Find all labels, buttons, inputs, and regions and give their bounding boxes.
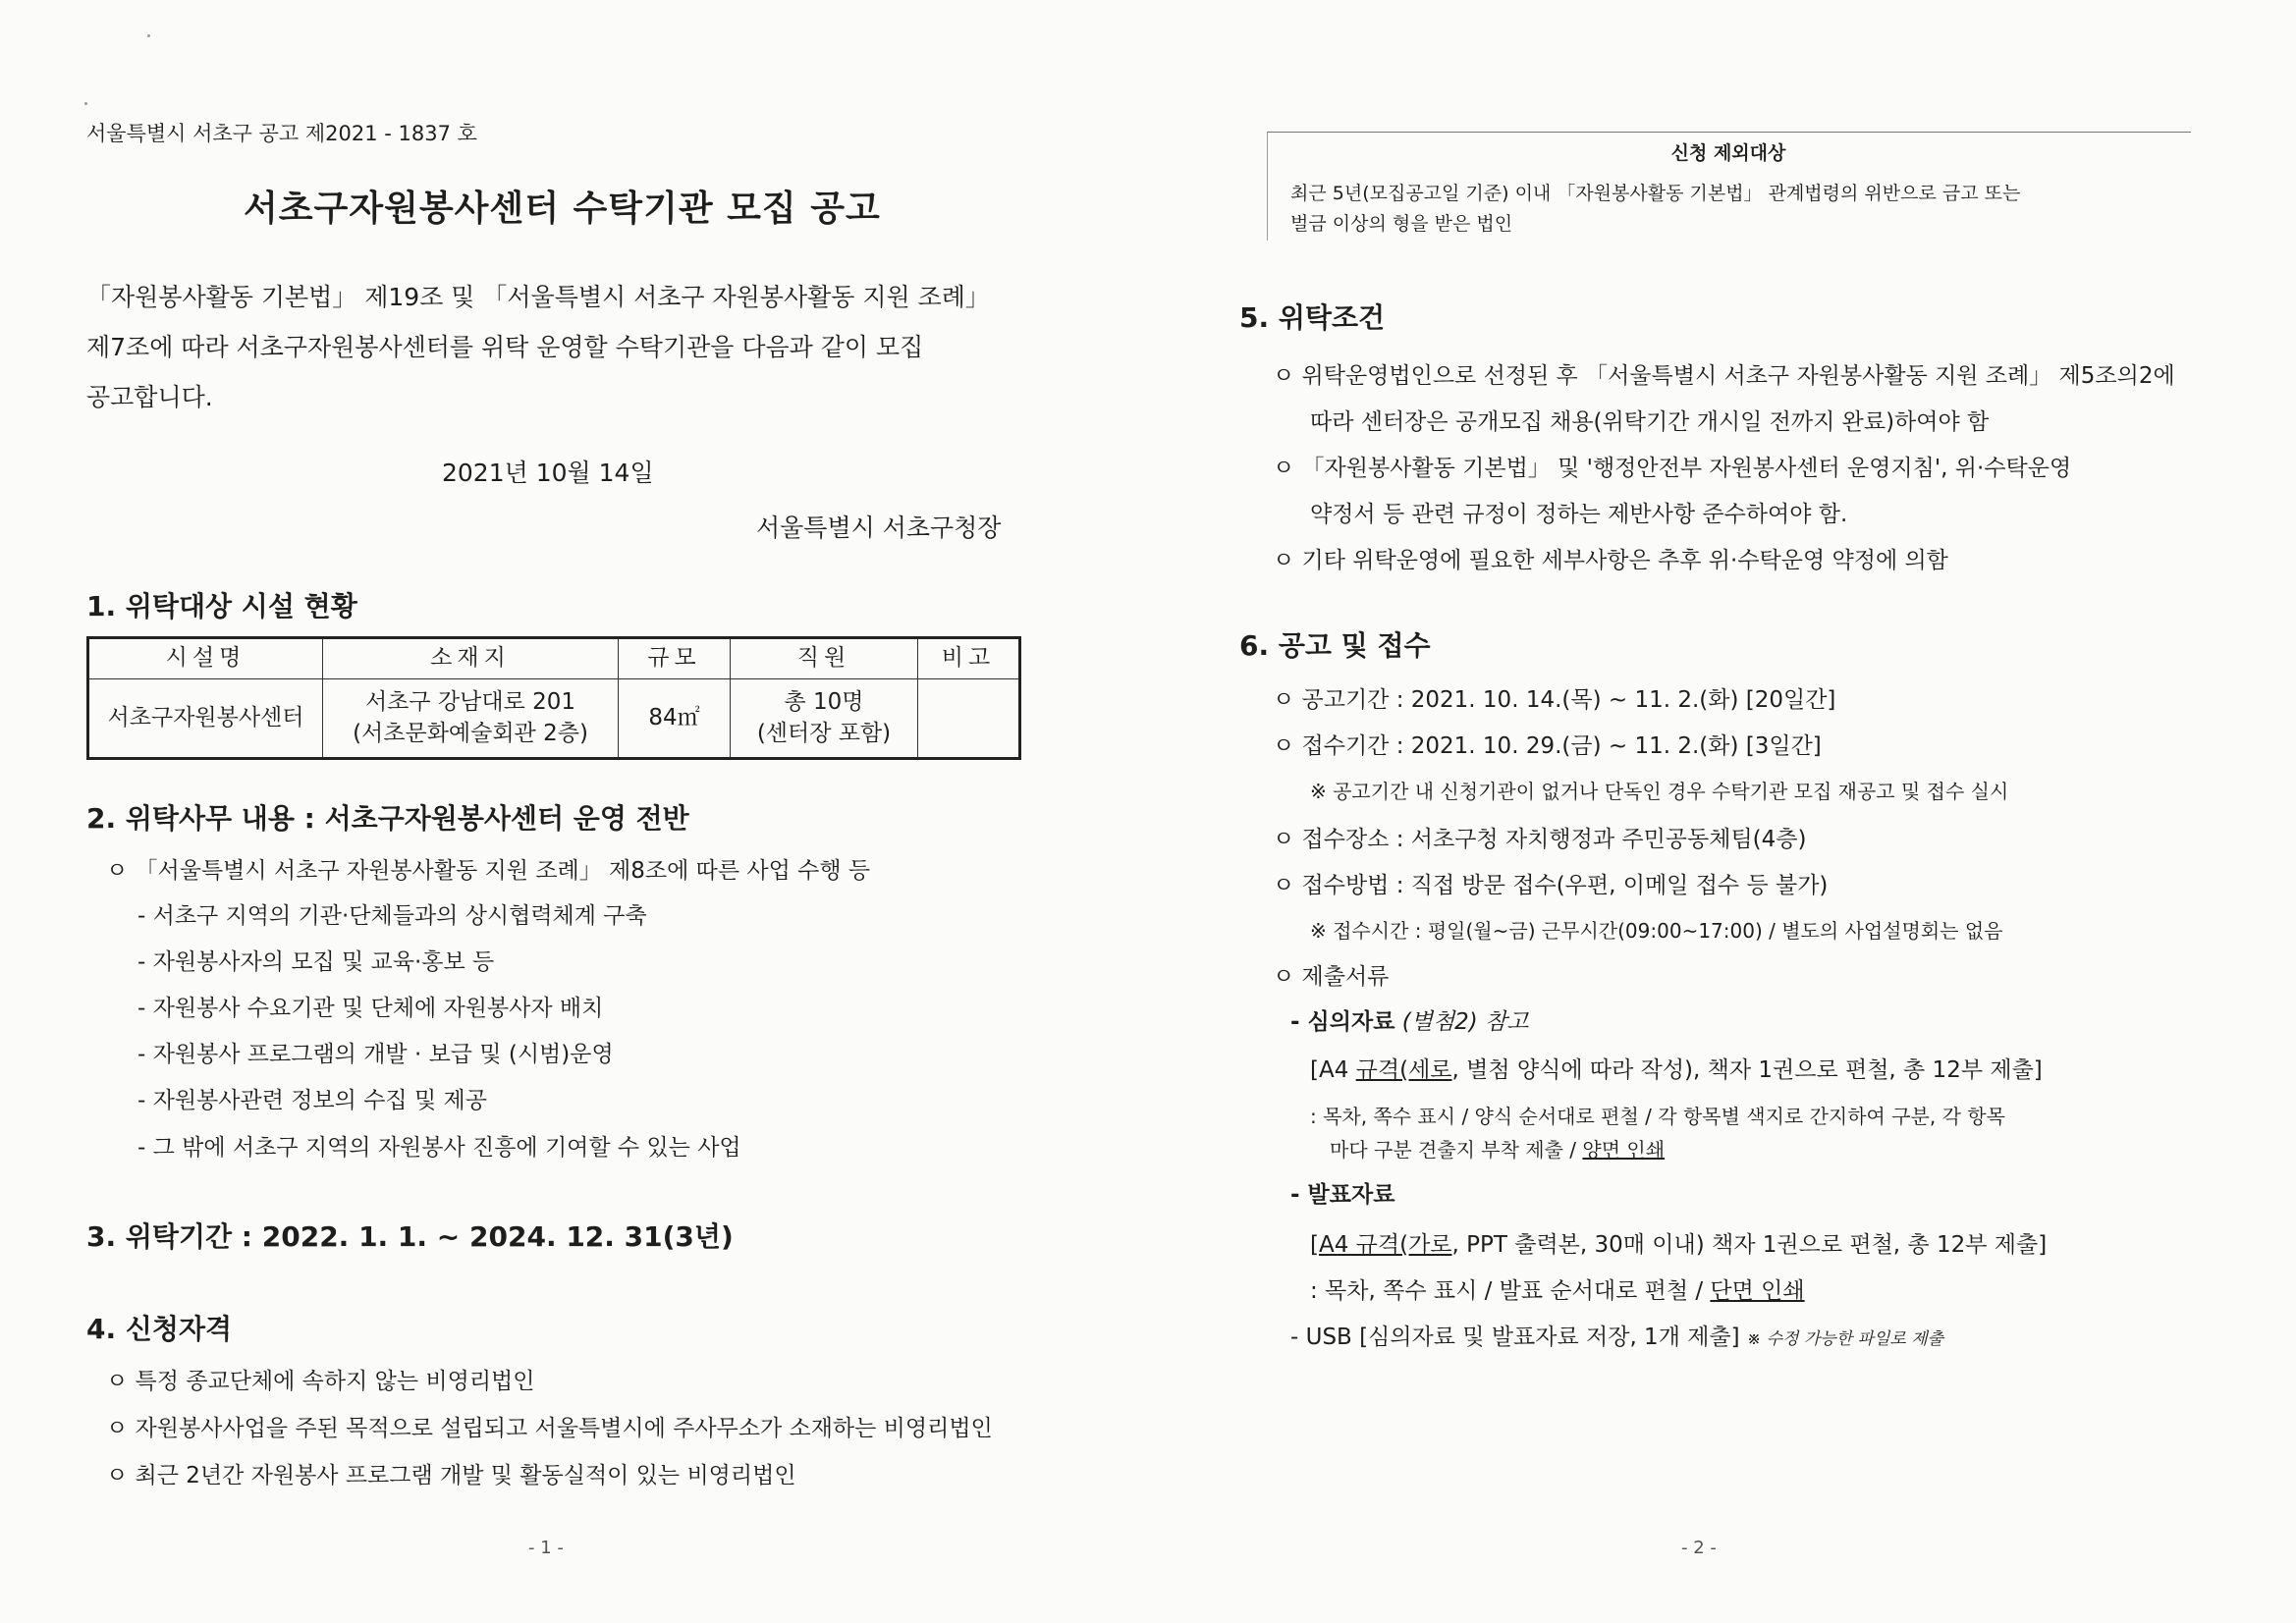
- condition-line: ㅇ 기타 위탁운영에 필요한 세부사항은 추후 위·수탁운영 약정에 의함: [1273, 548, 1948, 573]
- usb-note: ※ 수정 가능한 파일로 제출: [1746, 1329, 1944, 1349]
- presentation-spec-a: [: [1310, 1232, 1319, 1258]
- usb-item: [1290, 1319, 1943, 1351]
- review-spec: [1310, 1052, 2043, 1084]
- page-number: - 1 -: [528, 1538, 564, 1558]
- review-desc2-a: 마다 구분 견출지 부착 제출 /: [1330, 1138, 1583, 1162]
- submission-docs: ㅇ 제출서류: [1273, 964, 1390, 990]
- page-number: - 2 -: [1681, 1538, 1717, 1558]
- list-item: ㅇ 특정 종교단체에 속하지 않는 비영리법인: [106, 1369, 535, 1394]
- notice-date: 2021년 10월 14일: [442, 459, 654, 487]
- list-item: ㅇ 최근 2년간 자원봉사 프로그램 개발 및 활동실적이 있는 비영리법인: [106, 1463, 796, 1488]
- review-spec-b: , 별첨 양식에 따라 작성), 책자 1권으로 편철, 총 12부 제출]: [1451, 1057, 2043, 1083]
- list-item: - 자원봉사 수요기관 및 단체에 자원봉사자 배치: [137, 996, 604, 1021]
- review-desc-line: : 목차, 쪽수 표시 / 양식 순서대로 편철 / 각 항목별 색지로 간지하여 구분, 각 항목: [1310, 1105, 2005, 1128]
- receipt-place: ㅇ 접수장소 : 서초구청 자치행정과 주민공동체팀(4층): [1273, 827, 1807, 852]
- section-1-heading: 1. 위탁대상 시설 현황: [86, 590, 357, 622]
- exclusion-line: 최근 5년(모집공고일 기준) 이내 「자원봉사활동 기본법」 관계법령의 위반으로 금고 또는: [1290, 183, 2021, 204]
- list-item: - 서초구 지역의 기관·단체들과의 상시협력체계 구축: [137, 903, 647, 929]
- exclusion-line: 벌금 이상의 형을 받은 법인: [1290, 213, 1513, 235]
- table-row: [88, 679, 1020, 759]
- notice-period: ㅇ 공고기간 : 2021. 10. 14.(목) ~ 11. 2.(화) [20일간]: [1273, 687, 1836, 713]
- section-2-main-item: ㅇ 「서울특별시 서초구 자원봉사활동 지원 조례」 제8조에 따른 사업 수행 등: [106, 858, 871, 884]
- review-materials-label: [1290, 1003, 1529, 1036]
- review-label-text: - 심의자료: [1290, 1009, 1395, 1035]
- list-item: - 자원봉사관련 정보의 수집 및 제공: [137, 1088, 487, 1113]
- address-line: 서초구 강남대로 201: [364, 689, 576, 716]
- staff-line: 총 10명: [784, 689, 864, 716]
- receipt-method: ㅇ 접수방법 : 직접 방문 접수(우편, 이메일 접수 등 불가): [1273, 873, 1829, 898]
- condition-line: 따라 센터장은 공개모집 채용(위탁기간 개시일 전까지 완료)하여야 함: [1310, 409, 1990, 435]
- cell-note: [918, 679, 1020, 759]
- scan-speck: [147, 34, 150, 37]
- issuer: 서울특별시 서초구청장: [756, 514, 1002, 542]
- exclusion-title: 신청 제외대상: [1670, 142, 1786, 164]
- section-2-heading: 2. 위탁사무 내용 : 서초구자원봉사센터 운영 전반: [86, 802, 689, 835]
- usb-main: - USB [심의자료 및 발표자료 저장, 1개 제출]: [1290, 1325, 1740, 1350]
- list-item: ㅇ 자원봉사사업을 주된 목적으로 설립되고 서울특별시에 주사무소가 소재하는 비영리법인: [106, 1416, 993, 1441]
- col-header-size: 규모: [619, 638, 731, 679]
- intro-line: 「자원봉사활동 기본법」 제19조 및 「서울특별시 서초구 자원봉사활동 지원 조례」: [86, 283, 990, 311]
- receipt-time-note: ※ 접수시간 : 평일(월~금) 근무시간(09:00~17:00) / 별도의 사업설명회는 없음: [1310, 919, 2003, 943]
- col-header-note: 비고: [918, 638, 1020, 679]
- section-3-heading: 3. 위탁기간 : 2022. 1. 1. ~ 2024. 12. 31(3년): [86, 1220, 734, 1253]
- staff-line: (센터장 포함): [756, 720, 892, 746]
- list-item: - 그 밖에 서초구 지역의 자원봉사 진흥에 기여할 수 있는 사업: [137, 1135, 741, 1161]
- list-item: - 자원봉사 프로그램의 개발 · 보급 및 (시범)운영: [137, 1042, 614, 1067]
- cell-size: 84㎡: [619, 679, 731, 759]
- document-title: 서초구자원봉사센터 수탁기관 모집 공고: [244, 189, 881, 229]
- presentation-spec: [1310, 1226, 2047, 1259]
- address-line: (서초문화예술회관 2층): [353, 720, 588, 746]
- review-desc2-underlined: 양면 인쇄: [1582, 1138, 1666, 1162]
- cell-staff: [731, 679, 918, 759]
- intro-line: 제7조에 따라 서초구자원봉사센터를 위탁 운영할 수탁기관을 다음과 같이 모집: [86, 333, 924, 361]
- col-header-name: 시설명: [88, 638, 323, 679]
- review-desc-line: [1330, 1134, 1665, 1163]
- scan-speck: [84, 102, 87, 105]
- section-5-heading: 5. 위탁조건: [1239, 301, 1386, 334]
- intro-line: 공고합니다.: [86, 383, 213, 411]
- presentation-desc: [1310, 1272, 1805, 1305]
- presentation-label: - 발표자료: [1290, 1182, 1395, 1208]
- presentation-spec-underlined: A4 규격(가로: [1318, 1232, 1452, 1258]
- condition-line: 약정서 등 관련 규정이 정하는 제반사항 준수하여야 함.: [1310, 502, 1848, 527]
- review-spec-a: [A4: [1310, 1057, 1356, 1083]
- section-4-heading: 4. 신청자격: [86, 1313, 233, 1345]
- reannounce-note: ※ 공고기간 내 신청기관이 없거나 단독인 경우 수탁기관 모집 재공고 및 접수 실시: [1310, 780, 2009, 803]
- review-spec-underlined: 규격(세로: [1355, 1057, 1452, 1083]
- cell-facility-name: 서초구자원봉사센터: [88, 679, 323, 759]
- notice-number: 서울특별시 서초구 공고 제2021 - 1837 호: [86, 122, 477, 145]
- cell-address: [323, 679, 619, 759]
- list-item: - 자원봉사자의 모집 및 교육·홍보 등: [137, 949, 495, 975]
- condition-line: ㅇ 위탁운영법인으로 선정된 후 「서울특별시 서초구 자원봉사활동 지원 조례」 제5조의2에: [1273, 363, 2175, 389]
- receipt-period: ㅇ 접수기간 : 2021. 10. 29.(금) ~ 11. 2.(화) [3일간]: [1273, 733, 1822, 759]
- table-header-row: [88, 638, 1020, 679]
- review-label-suffix: 참고: [1477, 1009, 1529, 1035]
- facility-table: [86, 636, 1021, 760]
- col-header-staff: 직원: [731, 638, 918, 679]
- col-header-address: 소재지: [323, 638, 619, 679]
- presentation-desc-underlined: 단면 인쇄: [1710, 1278, 1805, 1304]
- section-6-heading: 6. 공고 및 접수: [1239, 629, 1431, 662]
- presentation-desc-a: : 목차, 쪽수 표시 / 발표 순서대로 편철 /: [1310, 1278, 1711, 1304]
- review-label-ref: (별첨2): [1401, 1009, 1478, 1035]
- condition-line: ㅇ 「자원봉사활동 기본법」 및 '행정안전부 자원봉사센터 운영지침', 위·수탁운영: [1273, 456, 2072, 481]
- presentation-spec-b: , PPT 출력본, 30매 이내) 책자 1권으로 편철, 총 12부 제출]: [1451, 1232, 2048, 1258]
